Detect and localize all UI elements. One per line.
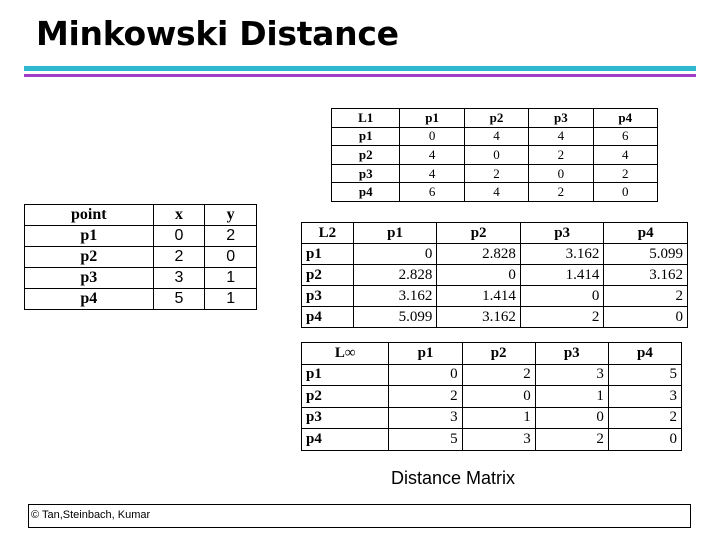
header-row (25, 205, 257, 226)
row-label: p4 (332, 183, 400, 202)
table-cell: 4 (400, 164, 464, 183)
table-row (302, 265, 688, 286)
table-cell: 4 (593, 146, 657, 165)
table-cell: 1 (535, 386, 608, 408)
table-cell: 2 (593, 164, 657, 183)
point-coordinates-table (24, 204, 257, 310)
copyright-footer: © Tan,Steinbach, Kumar (28, 504, 691, 528)
column-header: point (25, 205, 154, 226)
row-label: p1 (25, 226, 154, 247)
linf-distance-matrix (301, 342, 682, 451)
table-row (332, 183, 658, 202)
table-cell: 1 (205, 268, 257, 289)
row-label: p2 (302, 386, 389, 408)
column-header: p3 (529, 109, 593, 128)
table-cell: 6 (400, 183, 464, 202)
table-cell: 5 (153, 289, 205, 310)
column-header: p4 (593, 109, 657, 128)
table-cell: 0 (593, 183, 657, 202)
table-cell: 3.162 (353, 286, 437, 307)
table-row (25, 289, 257, 310)
row-label: p4 (302, 429, 389, 451)
column-header: p3 (520, 223, 604, 244)
column-header: x (153, 205, 205, 226)
table-row (302, 407, 682, 429)
table-cell: 2 (529, 183, 593, 202)
row-label: p2 (302, 265, 354, 286)
table-cell: 5.099 (353, 307, 437, 328)
table-cell: 2.828 (353, 265, 437, 286)
column-header: p2 (464, 109, 528, 128)
table-cell: 3 (535, 364, 608, 386)
table-cell: 2 (535, 429, 608, 451)
table-row (25, 226, 257, 247)
slide-title: Minkowski Distance (36, 14, 399, 53)
table-row (302, 244, 688, 265)
table-cell: 0 (529, 164, 593, 183)
row-label: p3 (302, 407, 389, 429)
table-row (302, 364, 682, 386)
l1-distance-matrix (331, 108, 658, 202)
table-cell: 2 (529, 146, 593, 165)
table-cell: 0 (400, 127, 464, 146)
title-underline-top (24, 66, 696, 71)
table-row (332, 146, 658, 165)
row-label: p1 (332, 127, 400, 146)
table-cell: 2 (520, 307, 604, 328)
table-cell: 2 (608, 407, 681, 429)
table-cell: 0 (437, 265, 521, 286)
table-row (332, 127, 658, 146)
table-cell: 3.162 (520, 244, 604, 265)
table-cell: 2 (604, 286, 688, 307)
column-header: p3 (535, 343, 608, 365)
table-cell: 3 (608, 386, 681, 408)
header-row (332, 109, 658, 128)
header-row (302, 223, 688, 244)
table-cell: 0 (520, 286, 604, 307)
table-cell: 0 (464, 146, 528, 165)
column-header: L2 (302, 223, 354, 244)
table-cell: 4 (529, 127, 593, 146)
table-row (302, 307, 688, 328)
column-header: p4 (604, 223, 688, 244)
table-cell: 4 (464, 127, 528, 146)
column-header: L1 (332, 109, 400, 128)
table-cell: 4 (400, 146, 464, 165)
table-cell: 2 (462, 364, 535, 386)
table-cell: 1 (462, 407, 535, 429)
table-cell: 3 (462, 429, 535, 451)
row-label: p4 (302, 307, 354, 328)
table-cell: 3 (389, 407, 462, 429)
table-cell: 1 (205, 289, 257, 310)
column-header: p1 (389, 343, 462, 365)
table-cell: 4 (464, 183, 528, 202)
table-cell: 0 (608, 429, 681, 451)
table-cell: 0 (153, 226, 205, 247)
table-cell: 2 (153, 247, 205, 268)
table-cell: 5 (389, 429, 462, 451)
table-cell: 2 (389, 386, 462, 408)
table-row (25, 268, 257, 289)
table-cell: 2 (205, 226, 257, 247)
header-row (302, 343, 682, 365)
row-label: p2 (332, 146, 400, 165)
table-row (25, 247, 257, 268)
row-label: p4 (25, 289, 154, 310)
column-header: L∞ (302, 343, 389, 365)
title-underline-bottom (24, 74, 696, 77)
table-cell: 0 (462, 386, 535, 408)
column-header: p4 (608, 343, 681, 365)
table-cell: 3.162 (604, 265, 688, 286)
column-header: p1 (400, 109, 464, 128)
row-label: p3 (332, 164, 400, 183)
table-cell: 2 (464, 164, 528, 183)
table-row (302, 286, 688, 307)
table-row (332, 164, 658, 183)
table-cell: 5 (608, 364, 681, 386)
table-cell: 3 (153, 268, 205, 289)
table-cell: 0 (535, 407, 608, 429)
table-cell: 6 (593, 127, 657, 146)
table-cell: 0 (389, 364, 462, 386)
column-header: y (205, 205, 257, 226)
table-row (302, 429, 682, 451)
distance-matrix-caption: Distance Matrix (391, 468, 516, 488)
row-label: p3 (302, 286, 354, 307)
column-header: p2 (462, 343, 535, 365)
table-cell: 1.414 (520, 265, 604, 286)
row-label: p1 (302, 364, 389, 386)
table-cell: 2.828 (437, 244, 521, 265)
table-row (302, 386, 682, 408)
row-label: p2 (25, 247, 154, 268)
row-label: p3 (25, 268, 154, 289)
table-cell: 1.414 (437, 286, 521, 307)
column-header: p1 (353, 223, 437, 244)
l2-distance-matrix (301, 222, 688, 328)
table-cell: 0 (353, 244, 437, 265)
table-cell: 0 (205, 247, 257, 268)
table-cell: 3.162 (437, 307, 521, 328)
row-label: p1 (302, 244, 354, 265)
column-header: p2 (437, 223, 521, 244)
table-cell: 5.099 (604, 244, 688, 265)
table-cell: 0 (604, 307, 688, 328)
